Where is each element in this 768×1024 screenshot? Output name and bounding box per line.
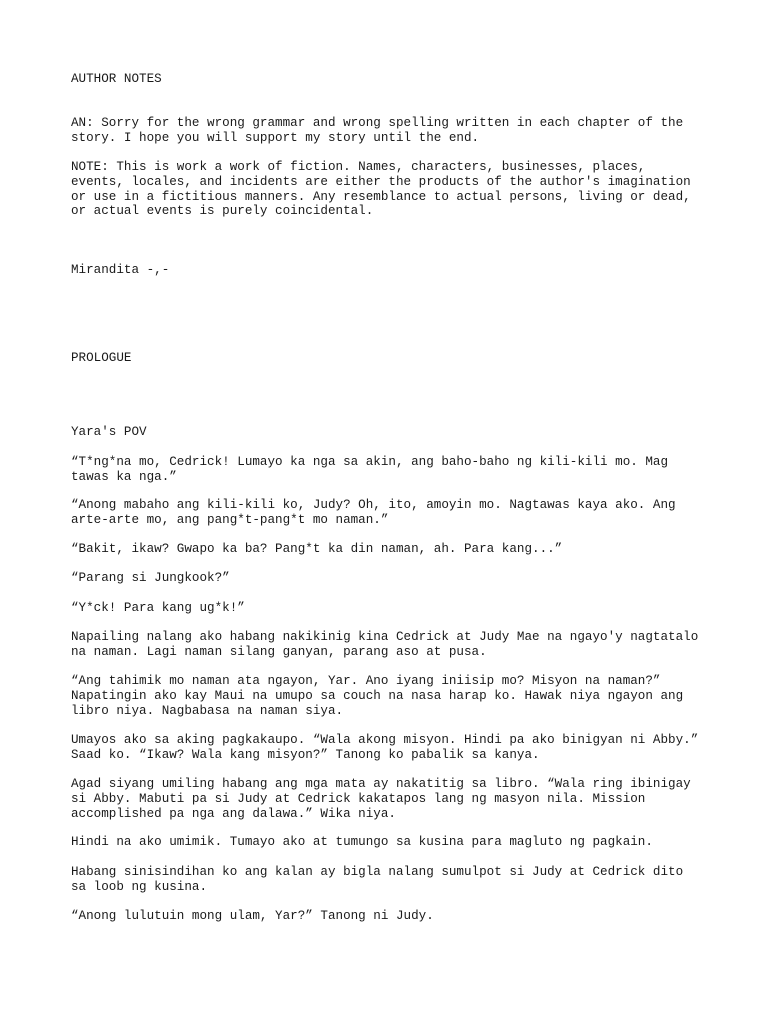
paragraph: “Anong lulutuin mong ulam, Yar?” Tanong ni Judy. — [71, 909, 434, 923]
paragraph: Habang sinisindihan ko ang kalan ay bigla nalang sumulpot si Judy at Cedrick dito sa loob ng kusina. — [71, 865, 684, 894]
an-paragraph: AN: Sorry for the wrong grammar and wrong spelling written in each chapter of the story. I hope you will support my story until the end. — [71, 116, 684, 145]
note-paragraph: NOTE: This is work a work of fiction. Names, characters, businesses, places, events, locales, and incidents are either the products of the author's imagination or use in a fictitious manners. Any resemblance to actual persons, living or dead, or actual events is purely coincidental. — [71, 160, 691, 219]
author-signature: Mirandita -,- — [71, 263, 170, 277]
paragraph: Agad siyang umiling habang ang mga mata ay nakatitig sa libro. “Wala ring ibinigay si Abby. Mabuti pa si Judy at Cedrick kakatapos lang ng masyon nila. Mission accomplished pa nga ang dalawa.” Wika niya. — [71, 777, 691, 821]
paragraph: “Y*ck! Para kang ug*k!” — [71, 601, 245, 615]
paragraph: Umayos ako sa aking pagkakaupo. “Wala akong misyon. Hindi pa ako binigyan ni Abby.” Saad ko. “Ikaw? Wala kang misyon?” Tanong ko pabalik sa kanya. — [71, 733, 699, 762]
paragraph: “Bakit, ikaw? Gwapo ka ba? Pang*t ka din naman, ah. Para kang...” — [71, 542, 563, 556]
author-notes-heading: AUTHOR NOTES — [71, 72, 162, 86]
paragraph: “Parang si Jungkook?” — [71, 571, 230, 585]
pov-label: Yara's POV — [71, 425, 147, 439]
paragraph: “Ang tahimik mo naman ata ngayon, Yar. Ano iyang iniisip mo? Misyon na naman?” Napatingin ako kay Maui na umupo sa couch na nasa harap ko. Hawak niya ngayon ang libro niya. Nagbabasa na naman siya. — [71, 674, 684, 718]
paragraph: Napailing nalang ako habang nakikinig kina Cedrick at Judy Mae na ngayo'y nagtatalo na naman. Lagi naman silang ganyan, parang aso at pusa. — [71, 630, 699, 659]
paragraph: “Anong mabaho ang kili-kili ko, Judy? Oh, ito, amoyin mo. Nagtawas kaya ako. Ang arte-arte mo, ang pang*t-pang*t mo naman.” — [71, 498, 676, 527]
paragraph: Hindi na ako umimik. Tumayo ako at tumungo sa kusina para magluto ng pagkain. — [71, 835, 653, 849]
prologue-heading: PROLOGUE — [71, 351, 132, 365]
paragraph: “T*ng*na mo, Cedrick! Lumayo ka nga sa akin, ang baho-baho ng kili-kili mo. Mag tawas ka nga.” — [71, 455, 669, 484]
